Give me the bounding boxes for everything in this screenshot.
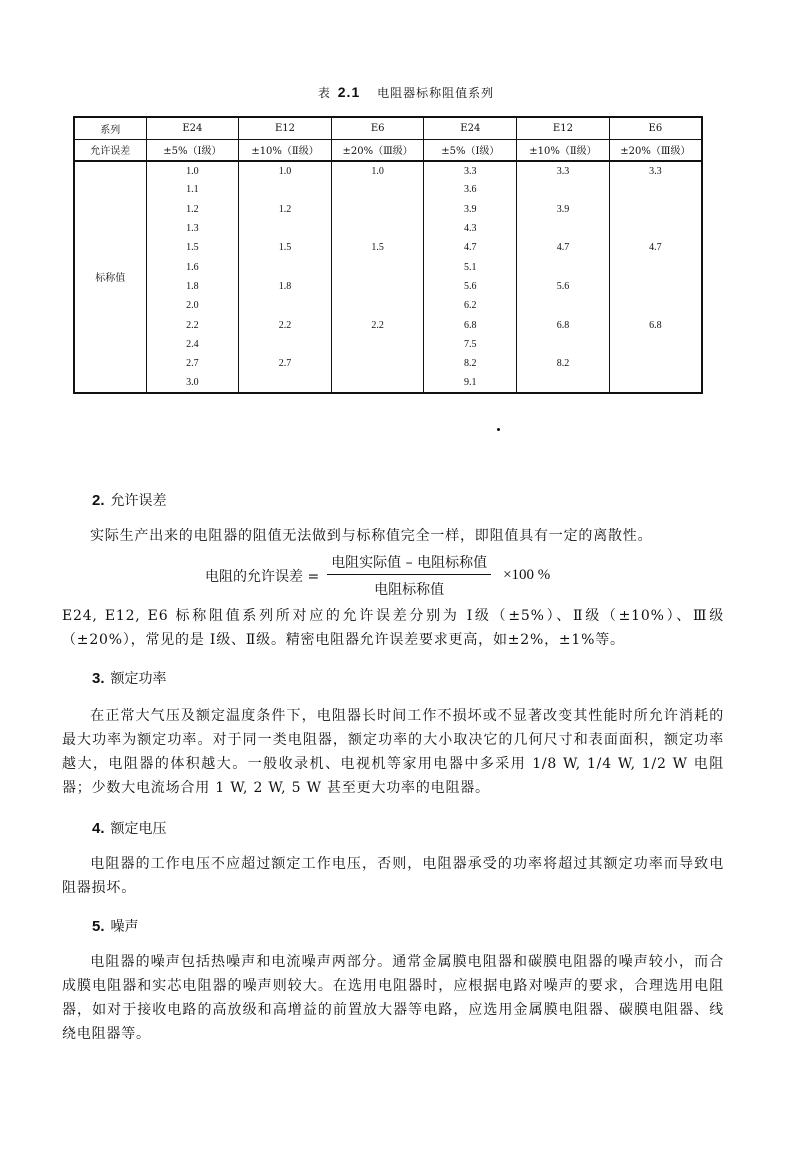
- table-cell: 2.2: [331, 315, 424, 334]
- table-cell: [517, 335, 610, 354]
- table-cell: 4.3: [424, 219, 517, 238]
- header-row-tolerance: [74, 139, 702, 161]
- section-title: 额定电压: [110, 821, 167, 837]
- table-cell: 6.8: [609, 315, 702, 334]
- table-cell: 1.0: [146, 161, 239, 180]
- table-cell: 5.6: [517, 277, 610, 296]
- header-cell: ±20%（Ⅲ级）: [331, 139, 424, 161]
- table-cell: [239, 219, 332, 238]
- paragraph-text: 电阻器的工作电压不应超过额定工作电压，否则，电阻器承受的功率将超过其额定功率而导致电阻器损坏。: [62, 856, 724, 896]
- table-cell: [517, 373, 610, 392]
- section-number: 5.: [92, 918, 105, 935]
- table-cell: 1.2: [146, 200, 239, 219]
- formula-multiplier: ×100 %: [503, 567, 551, 583]
- header-cell: ±5%（Ⅰ级）: [146, 139, 239, 161]
- header-cell: ±10%（Ⅱ级）: [517, 139, 610, 161]
- table-cell: 3.0: [146, 373, 239, 392]
- table-cell: [239, 296, 332, 315]
- table-cell: 2.0: [146, 296, 239, 315]
- table-cell: [331, 373, 424, 392]
- table-cell: 1.5: [146, 238, 239, 257]
- table-cell: [609, 257, 702, 276]
- caption-title: 电阻器标称阻值系列: [377, 86, 495, 100]
- table-cell: [331, 354, 424, 373]
- section-number: 3.: [92, 670, 105, 687]
- table-cell: [517, 219, 610, 238]
- table-body: [74, 161, 702, 393]
- header-cell: E12: [517, 117, 610, 139]
- table-cell: 3.9: [424, 200, 517, 219]
- table-cell: 1.8: [239, 277, 332, 296]
- table-cell: [517, 257, 610, 276]
- table-row: [74, 257, 702, 276]
- table-cell: [609, 296, 702, 315]
- header-cell: E24: [146, 117, 239, 139]
- table-cell: 5.6: [424, 277, 517, 296]
- table-cell: 2.2: [146, 315, 239, 334]
- tolerance-formula: [205, 552, 550, 599]
- header-row-series: [74, 117, 702, 139]
- table-cell: [331, 296, 424, 315]
- section-title: 额定功率: [110, 671, 167, 687]
- table-cell: [331, 180, 424, 199]
- section-5-paragraph: [62, 950, 724, 1046]
- section-title: 噪声: [110, 919, 139, 935]
- formula-denominator: 电阻标称值: [374, 582, 445, 598]
- section-2-heading: [92, 490, 167, 510]
- table-cell: 2.4: [146, 335, 239, 354]
- table-cell: [331, 335, 424, 354]
- table-cell: [609, 219, 702, 238]
- table-row: [74, 161, 702, 180]
- table-cell: [609, 180, 702, 199]
- header-cell: 系列: [74, 117, 146, 139]
- caption-prefix: 表: [317, 86, 331, 100]
- table-cell: 1.3: [146, 219, 239, 238]
- section-3-paragraph: [62, 704, 724, 800]
- table-cell: 6.2: [424, 296, 517, 315]
- header-cell: E12: [239, 117, 332, 139]
- section-3-heading: [92, 668, 167, 688]
- table-row: [74, 219, 702, 238]
- table-cell: 1.5: [331, 238, 424, 257]
- table-cell: 6.8: [517, 315, 610, 334]
- table-cell: [331, 219, 424, 238]
- table-cell: 1.8: [146, 277, 239, 296]
- header-cell: E24: [424, 117, 517, 139]
- table-cell: [331, 200, 424, 219]
- paragraph-text: 实际生产出来的电阻器的阻值无法做到与标称值完全一样，即阻值具有一定的离散性。: [90, 528, 653, 544]
- table-cell: [239, 180, 332, 199]
- table-cell: [517, 180, 610, 199]
- formula-lhs: 电阻的允许误差 =: [205, 568, 320, 585]
- table-cell: [517, 296, 610, 315]
- table-cell: 6.8: [424, 315, 517, 334]
- section-5-heading: [92, 916, 139, 936]
- table-cell: [609, 354, 702, 373]
- header-cell: E6: [609, 117, 702, 139]
- table-cell: 3.3: [609, 161, 702, 180]
- table-cell: 2.7: [239, 354, 332, 373]
- table-cell: [239, 257, 332, 276]
- table-cell: 5.1: [424, 257, 517, 276]
- table-cell: 3.3: [424, 161, 517, 180]
- table-cell: 4.7: [609, 238, 702, 257]
- table-caption: [0, 84, 812, 101]
- table-cell: 1.1: [146, 180, 239, 199]
- table-cell: [609, 200, 702, 219]
- header-cell: ±10%（Ⅱ级）: [239, 139, 332, 161]
- table-cell: 1.6: [146, 257, 239, 276]
- table-cell: [331, 277, 424, 296]
- header-cell: ±20%（Ⅲ级）: [609, 139, 702, 161]
- table-cell: 2.2: [239, 315, 332, 334]
- table-row: [74, 315, 702, 334]
- caption-number: 2.1: [337, 84, 361, 100]
- table-cell: [609, 373, 702, 392]
- section-title: 允许误差: [110, 493, 167, 509]
- table-cell: [609, 335, 702, 354]
- table-row: [74, 238, 702, 257]
- table-row: [74, 180, 702, 199]
- table-cell: 8.2: [424, 354, 517, 373]
- table-cell: 1.0: [331, 161, 424, 180]
- table-cell: 3.6: [424, 180, 517, 199]
- section-number: 2.: [92, 492, 105, 509]
- table-row: [74, 296, 702, 315]
- section-4-paragraph: [62, 852, 724, 900]
- table-cell: 7.5: [424, 335, 517, 354]
- table-cell: 4.7: [517, 238, 610, 257]
- print-speck: [497, 428, 500, 431]
- header-cell: 允许误差: [74, 139, 146, 161]
- table-cell: 1.5: [239, 238, 332, 257]
- table-cell: 8.2: [517, 354, 610, 373]
- table-cell: [609, 277, 702, 296]
- table-cell: 4.7: [424, 238, 517, 257]
- paragraph-text: 电阻器的噪声包括热噪声和电流噪声两部分。通常金属膜电阻器和碳膜电阻器的噪声较小，而合成膜电阻器和实芯电阻器的噪声则较大。在选用电阻器时，应根据电路对噪声的要求，合理选用电阻器，如对于接收电路的高放级和高增益的前置放大器等电路，应选用金属膜电阻器、碳膜电阻器、线绕电阻器等。: [62, 954, 724, 1042]
- table-cell: 9.1: [424, 373, 517, 392]
- section-number: 4.: [92, 820, 105, 837]
- table-cell: 1.2: [239, 200, 332, 219]
- table-cell: 1.0: [239, 161, 332, 180]
- table-cell: [331, 257, 424, 276]
- table-cell: [239, 373, 332, 392]
- header-cell: ±5%（Ⅰ级）: [424, 139, 517, 161]
- table-cell: 3.9: [517, 200, 610, 219]
- table-row: [74, 373, 702, 392]
- resistor-series-table: [73, 116, 703, 394]
- formula-fraction: [327, 552, 491, 599]
- header-cell: E6: [331, 117, 424, 139]
- table-row: [74, 354, 702, 373]
- table-row: [74, 335, 702, 354]
- table-cell: 2.7: [146, 354, 239, 373]
- table-row: [74, 277, 702, 296]
- table-cell: [239, 335, 332, 354]
- row-label-nominal: 标称值: [74, 161, 146, 393]
- section-2-paragraph-1: [62, 524, 724, 548]
- section-2-paragraph-2: [62, 604, 724, 652]
- table-cell: 3.3: [517, 161, 610, 180]
- paragraph-text: 在正常大气压及额定温度条件下，电阻器长时间工作不损坏或不显著改变其性能时所允许消耗的最大功率为额定功率。对于同一类电阻器，额定功率的大小取决它的几何尺寸和表面面积，额定功率越大，电阻器的体积越大。一般收录机、电视机等家用电器中多采用 1/8 W, 1/4 W, 1/2 W 电阻器；少数大电流场合用 1 W, 2 W, 5 W 甚至更大功率的电阻器。: [62, 708, 724, 796]
- section-4-heading: [92, 818, 167, 838]
- paragraph-text: E24, E12, E6 标称阻值系列所对应的允许误差分别为 Ⅰ级（±5%）、Ⅱ级（±10%）、Ⅲ级（±20%），常见的是 Ⅰ级、Ⅱ级。精密电阻器允许误差要求更高，如±2%，±1%等。: [62, 608, 724, 648]
- formula-numerator: 电阻实际值 – 电阻标称值: [327, 552, 491, 575]
- table-row: [74, 200, 702, 219]
